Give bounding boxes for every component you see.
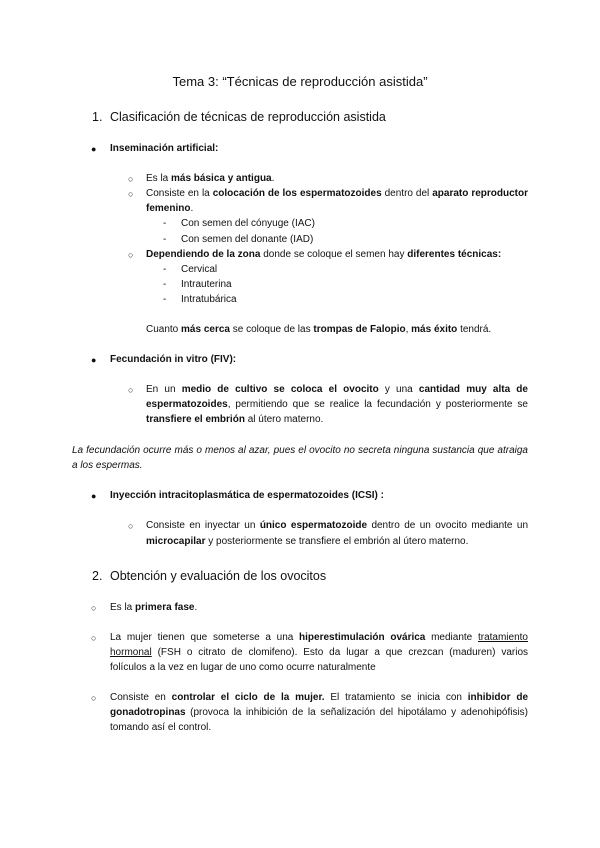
circle-bullet-icon: ○ — [91, 633, 97, 643]
fiv-label: Fecundación in vitro (FIV): — [110, 354, 237, 365]
italic-note-line-2: a los espermas. — [72, 460, 143, 471]
icsi-line-2: microcapilar y posteriormente se transfiere el embrión al útero materno. — [146, 536, 469, 547]
section-2-heading: Obtención y evaluación de los ovocitos — [110, 569, 327, 583]
circle-bullet-icon: ○ — [128, 250, 134, 260]
s2-point-2-line-3: folículos a la vez en lugar de uno como ocurre naturalmente — [110, 662, 376, 673]
section-1-heading: Clasificación de técnicas de reproducción asistida — [110, 110, 386, 124]
circle-bullet-icon: ○ — [91, 603, 97, 613]
section-1-number: 1. — [92, 110, 103, 124]
ia-note: Cuanto más cerca se coloque de las trompas de Falopio, más éxito tendrá. — [146, 324, 492, 335]
fiv-line-3: transfiere el embrión al útero materno. — [146, 414, 324, 425]
dash-bullet-icon: - — [163, 264, 167, 275]
dash-bullet-icon: - — [163, 234, 167, 245]
s2-point-2-line-2: hormonal (FSH o citrato de clomifeno). Esto da lugar a que crezcan (maduren) varios — [110, 647, 528, 658]
ia-point-2-line-2: femenino. — [146, 203, 194, 214]
ia-sub-2: Con semen del donante (IAD) — [181, 234, 314, 245]
zone-1: Cervical — [181, 264, 218, 275]
ia-point-2-line-1: Consiste en la colocación de los espermatozoides dentro del aparato reproductor — [146, 188, 528, 199]
ia-point-3: Dependiendo de la zona donde se coloque el semen hay diferentes técnicas: — [146, 249, 502, 260]
ia-sub-1: Con semen del cónyuge (IAC) — [181, 218, 315, 229]
circle-bullet-icon: ○ — [128, 174, 134, 184]
ia-label: Inseminación artificial: — [110, 143, 219, 154]
s2-point-2-line-1: La mujer tienen que someterse a una hiperestimulación ovárica mediante tratamiento — [110, 632, 528, 643]
s2-point-3-line-3: tomando así el control. — [110, 722, 212, 733]
fiv-line-2: espermatozoides, permitiendo que se realice la fecundación y posteriormente se — [146, 399, 528, 410]
circle-bullet-icon: ○ — [128, 385, 134, 395]
section-2-number: 2. — [92, 569, 103, 583]
fiv-line-1: En un medio de cultivo se coloca el ovocito y una cantidad muy alta de — [146, 384, 528, 395]
dash-bullet-icon: - — [163, 294, 167, 305]
circle-bullet-icon: ○ — [91, 693, 97, 703]
italic-note-line-1: La fecundación ocurre más o menos al azar, pues el ovocito no secreta ninguna sustancia que atraiga — [72, 445, 528, 456]
dash-bullet-icon: - — [163, 279, 167, 290]
icsi-line-1: Consiste en inyectar un único espermatozoide dentro de un ovocito mediante un — [146, 520, 529, 531]
circle-bullet-icon: ○ — [128, 521, 134, 531]
circle-bullet-icon: ○ — [128, 189, 134, 199]
disc-bullet-icon: ● — [91, 144, 97, 154]
s2-point-1: Es la primera fase. — [110, 602, 198, 613]
s2-point-3-line-2: gonadotropinas (provoca la inhibición de la señalización del hipotálamo y adenohipófisis) — [110, 707, 528, 718]
zone-2: Intrauterina — [181, 279, 232, 290]
disc-bullet-icon: ● — [91, 491, 97, 501]
ia-point-1: Es la más básica y antigua. — [146, 173, 275, 184]
zone-3: Intratubárica — [181, 294, 237, 305]
dash-bullet-icon: - — [163, 218, 167, 229]
page-title: Tema 3: “Técnicas de reproducción asistida” — [172, 74, 428, 89]
s2-point-3-line-1: Consiste en controlar el ciclo de la mujer. El tratamiento se inicia con inhibidor de — [110, 692, 529, 703]
disc-bullet-icon: ● — [91, 355, 97, 365]
icsi-label: Inyección intracitoplasmática de espermatozoides (ICSI) : — [110, 490, 384, 501]
